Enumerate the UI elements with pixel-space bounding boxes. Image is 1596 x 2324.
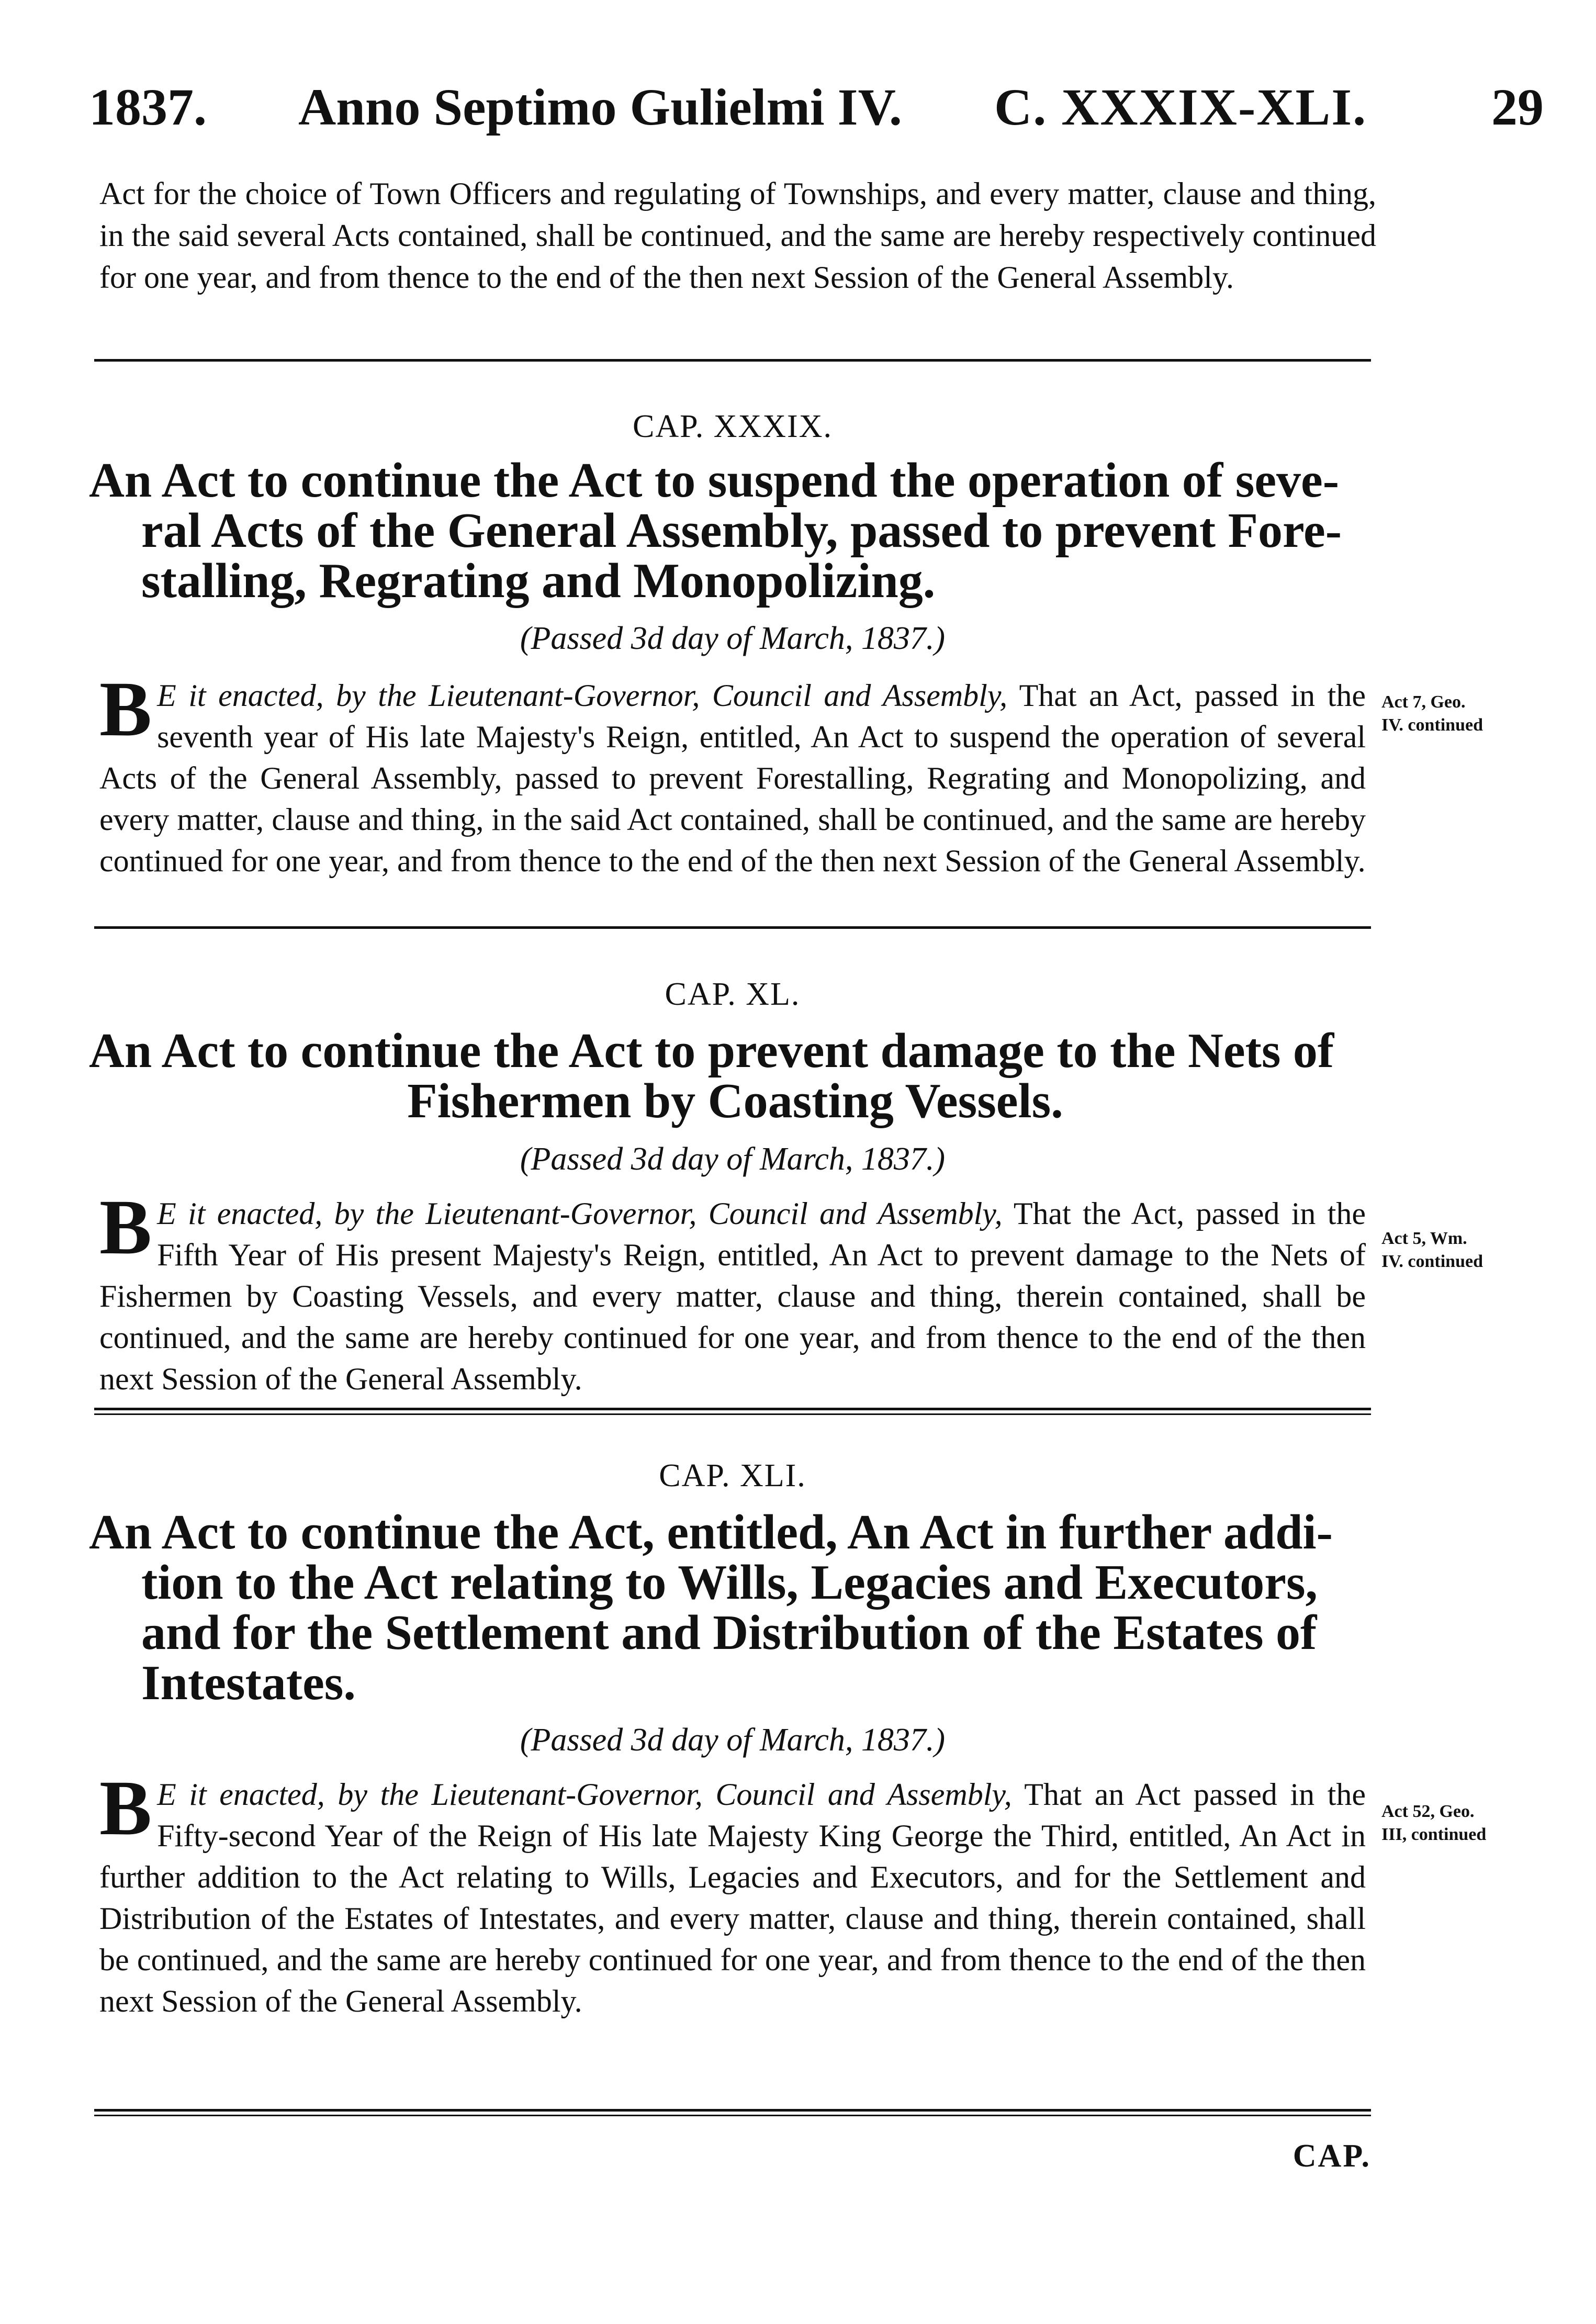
enacting-text: That an Act, passed in the seventh year of His late Majesty's Reign, entitled, An Act to suspend the operation of several Acts of the General Assembly, passed to prevent Forestalling, Regrating and Monopolizing, and every matter, clause and thing, in the said Act contained, shall be continued, and the same are hereby continued for one year, and from thence to the end of the then next Session of the General Assembly. [99, 678, 1366, 878]
act-title [89, 1026, 1381, 1126]
act-title-line: Fishermen by Coasting Vessels. [407, 1074, 1063, 1128]
section-divider [94, 2109, 1371, 2116]
enacting-clause [99, 1765, 1366, 2022]
marginal-note [1381, 1227, 1538, 1273]
act-title-line: Intestates. [141, 1656, 356, 1710]
act-title [89, 1507, 1381, 1708]
drop-cap: B [99, 1184, 152, 1271]
chapter-heading: CAP. XLI. [659, 1458, 806, 1494]
enacting-text: That the Act, passed in the Fifth Year of His present Majesty's Reign, entitled, An Act to prevent damage to the Nets of Fishermen by Coasting Vessels, and every matter, clause and thing, therein contained, shall be continued, and the same are hereby continued for one year, and from thence to the end of the then next Session of the General Assembly. [99, 1196, 1366, 1396]
header-reign: Anno Septimo Gulielmi IV. [298, 78, 902, 136]
section-divider [94, 359, 1371, 362]
marginal-note-line: IV. continued [1381, 715, 1483, 735]
marginal-note-line: Act 52, Geo. [1381, 1802, 1475, 1821]
header-year: 1837. [89, 78, 207, 136]
act-title-line: An Act to continue the Act to suspend the operation of seve- [89, 453, 1340, 508]
continuation-paragraph [99, 173, 1376, 298]
drop-cap: B [99, 1765, 152, 1851]
enacting-clause [99, 666, 1366, 882]
running-header [89, 78, 1544, 136]
marginal-note-line: IV. continued [1381, 1252, 1483, 1271]
act-title-line: tion to the Act relating to Wills, Legacies and Executors, [141, 1555, 1318, 1610]
catchword: CAP. [1292, 2138, 1371, 2174]
enacting-formula: E it enacted, by the Lieutenant-Governor, Council and Assembly, [157, 1196, 1003, 1231]
section-divider [94, 1408, 1371, 1415]
marginal-note [1381, 1800, 1538, 1846]
act-title-line: and for the Settlement and Distribution of the Estates of [141, 1606, 1317, 1660]
enacting-formula: E it enacted, by the Lieutenant-Governor, Council and Assembly, [157, 1777, 1012, 1812]
marginal-note-line: Act 5, Wm. [1381, 1229, 1467, 1248]
header-chapters: C. XXXIX-XLI. [994, 78, 1367, 136]
act-title-line: ral Acts of the General Assembly, passed to prevent Fore- [141, 503, 1342, 558]
marginal-note-line: III, continued [1381, 1825, 1487, 1844]
enacting-text: That an Act passed in the Fifty-second Year of the Reign of His late Majesty King George the Third, entitled, An Act in further addition to the Act relating to Wills, Legacies and Executors, and for the Settlement and Distribution of the Estates of Intestates, and every matter, clause and thing, therein contained, shall be continued, and the same are hereby continued for one year, and from thence to the end of the then next Session of the General Assembly. [99, 1777, 1366, 2018]
chapter-heading: CAP. XL. [665, 976, 801, 1012]
act-title-line: stalling, Regrating and Monopolizing. [141, 554, 936, 608]
continuation-text: Act for the choice of Town Officers and regulating of Townships, and every matter, clause and thing, in the said several Acts contained, shall be continued, and the same are hereby respectively continued for one year, and from thence to the end of the then next Session of the General Assembly. [99, 176, 1376, 295]
enacting-formula: E it enacted, by the Lieutenant-Governor, Council and Assembly, [157, 678, 1008, 713]
section-divider [94, 926, 1371, 929]
enacting-clause [99, 1184, 1366, 1400]
passed-date: (Passed 3d day of March, 1837.) [520, 1722, 946, 1758]
passed-date: (Passed 3d day of March, 1837.) [520, 621, 946, 656]
marginal-note-line: Act 7, Geo. [1381, 692, 1466, 712]
act-title [89, 455, 1381, 606]
act-title-line: An Act to continue the Act to prevent damage to the Nets of [89, 1024, 1334, 1078]
passed-date: (Passed 3d day of March, 1837.) [520, 1141, 946, 1177]
page-number: 29 [1491, 78, 1544, 136]
act-title-line: An Act to continue the Act, entitled, An Act in further addi- [89, 1505, 1333, 1559]
marginal-note [1381, 691, 1538, 737]
chapter-heading: CAP. XXXIX. [633, 409, 833, 444]
drop-cap: B [99, 666, 152, 753]
